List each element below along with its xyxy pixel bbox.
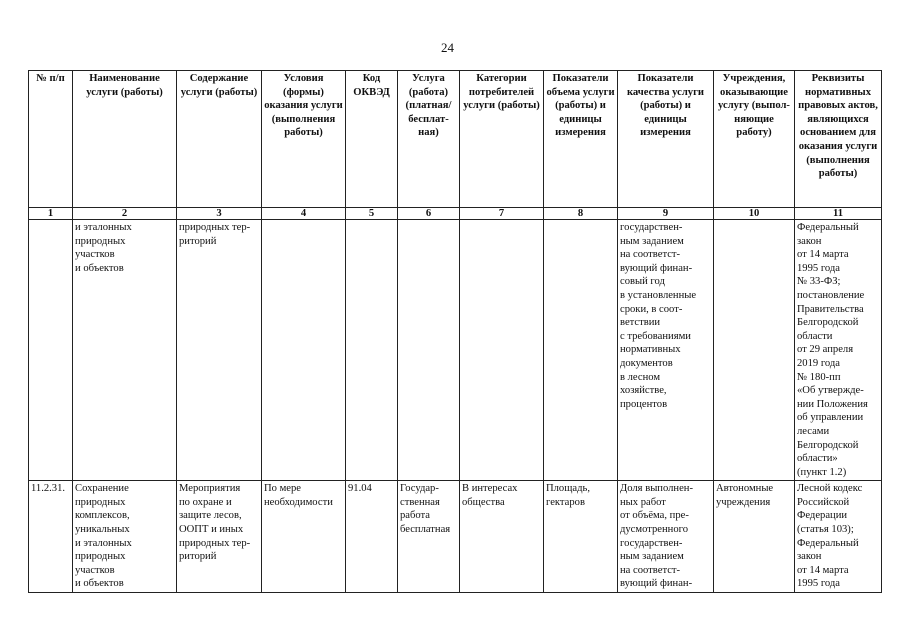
header-cell-volume: Показатели объема услуги (работы) и единицы измерения (544, 71, 618, 208)
column-number: 8 (544, 208, 618, 220)
table-cell: В интересах общества (460, 481, 544, 593)
table-cell: природных тер- риторий (177, 220, 262, 481)
header-cell-quality: Показатели качества услуги (работы) и единицы измерения (618, 71, 714, 208)
header-cell-num: № п/п (29, 71, 73, 208)
table-cell: 91.04 (346, 481, 398, 593)
table-cell (262, 220, 346, 481)
header-cell-okved: Код ОКВЭД (346, 71, 398, 208)
header-cell-name: Наименование услуги (работы) (73, 71, 177, 208)
column-number-row (29, 208, 882, 220)
table-cell: 11.2.31. (29, 481, 73, 593)
column-number: 5 (346, 208, 398, 220)
column-number: 2 (73, 208, 177, 220)
table-cell: Сохранение природных комплексов, уникальных и эталонных природных участков и объектов (73, 481, 177, 593)
column-number: 11 (795, 208, 882, 220)
table-cell: Мероприятия по охране и защите лесов, ООПТ и иных природных тер- риторий (177, 481, 262, 593)
column-number: 1 (29, 208, 73, 220)
column-number: 4 (262, 208, 346, 220)
table-cell: Площадь, гектаров (544, 481, 618, 593)
header-cell-content: Содержание услуги (работы) (177, 71, 262, 208)
table-cell (346, 220, 398, 481)
table-cell: Федеральный закон от 14 марта 1995 года № 33-ФЗ; постановление Правительства Белгородской области от 29 апреля 2019 года № 180-пп «Об утвержде- нии Положения об управлении лесами Белгородской области» (пункт 1.2) (795, 220, 882, 481)
table-cell (714, 220, 795, 481)
table-cell: Автономные учреждения (714, 481, 795, 593)
table-cell: государствен- ным заданием на соответст- вующий финан- совый год в установленные сроки, в соот- ветствии с требованиями нормативных документов в лесном хозяйстве, процентов (618, 220, 714, 481)
table-cell (398, 220, 460, 481)
table-cell: Государ- ственная работа бесплатная (398, 481, 460, 593)
table-cell: Доля выполнен- ных работ от объёма, пре- дусмотренного государствен- ным заданием на соответст- вующий финан- (618, 481, 714, 593)
table-cell: Лесной кодекс Российской Федерации (статья 103); Федеральный закон от 14 марта 1995 года (795, 481, 882, 593)
table-cell (460, 220, 544, 481)
header-cell-conditions: Условия (формы) оказания услуги (выполнения работы) (262, 71, 346, 208)
services-table (28, 70, 882, 593)
table-cell: По мере необходимости (262, 481, 346, 593)
column-number: 10 (714, 208, 795, 220)
page-number: 24 (441, 40, 454, 55)
table-cell (29, 220, 73, 481)
table-row (29, 220, 882, 481)
column-number: 3 (177, 208, 262, 220)
table-cell (544, 220, 618, 481)
header-cell-consumers: Категории потребителей услуги (работы) (460, 71, 544, 208)
header-row (29, 71, 882, 208)
header-cell-institutions: Учреждения, оказывающие услугу (выпол-няющие работу) (714, 71, 795, 208)
column-number: 6 (398, 208, 460, 220)
table-cell: и эталонных природных участков и объектов (73, 220, 177, 481)
column-number: 7 (460, 208, 544, 220)
column-number: 9 (618, 208, 714, 220)
table-row (29, 481, 882, 593)
header-cell-legal-acts: Реквизиты нормативных правовых актов, являющихся основанием для оказания услуги (выполнения работы) (795, 71, 882, 208)
header-cell-paid: Услуга (работа) (платная/ бесплат-ная) (398, 71, 460, 208)
